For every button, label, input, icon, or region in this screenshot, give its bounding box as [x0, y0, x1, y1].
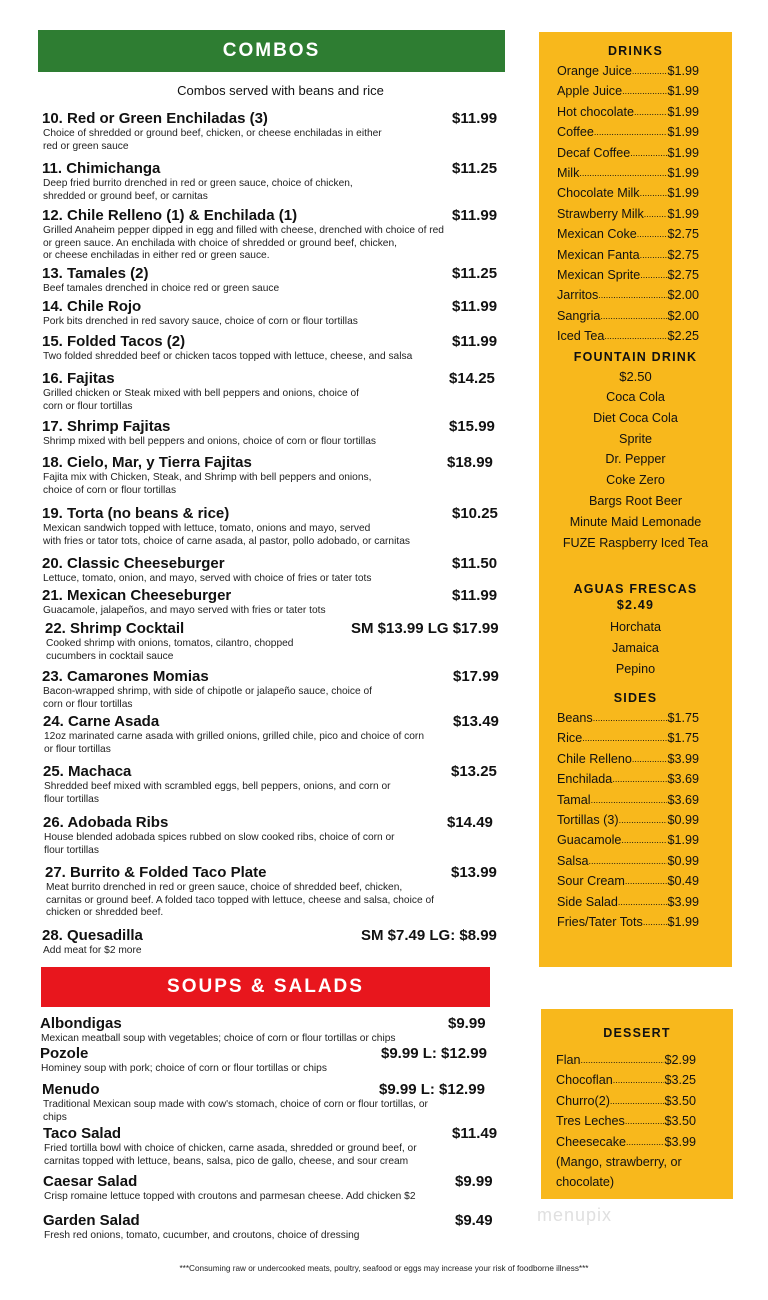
price-list-name: Salsa [557, 853, 589, 868]
menu-item-description: shredded or ground beef, or carnitas [43, 190, 208, 202]
menu-item-name: Albondigas [40, 1015, 122, 1032]
menu-item-description: corn or flour tortillas [43, 698, 133, 710]
price-list-name: Jarritos [557, 288, 599, 303]
leader-dots [618, 892, 668, 912]
menu-item-name: 10. Red or Green Enchiladas (3) [42, 110, 268, 127]
menu-item-description: or green sauce. An enchilada with choice of shredded or ground beef, chicken, [43, 237, 397, 249]
leader-dots [594, 122, 668, 142]
price-list-price: $0.99 [667, 813, 699, 828]
leader-dots [604, 326, 667, 346]
menu-item-name: 25. Machaca [43, 763, 132, 780]
menu-item-description: Crisp romaine lettuce topped with croutons and parmesan cheese. Add chicken $2 [44, 1191, 416, 1202]
leader-dots [634, 102, 667, 122]
price-list-name: Side Salad [557, 894, 618, 909]
price-list-row [557, 265, 699, 285]
menu-item-description: chips [43, 1111, 67, 1123]
menu-item-price: $13.49 [453, 713, 499, 730]
fountain-price: $2.50 [619, 369, 652, 384]
dessert-panel [541, 1009, 733, 1199]
price-list-name: Decaf Coffee [557, 145, 631, 160]
leader-dots [612, 769, 667, 789]
footer-disclaimer: ***Consuming raw or undercooked meats, poultry, seafood or eggs may increase your risk of foodborne illness*** [179, 1264, 589, 1273]
menu-item-description: or flour tortillas [44, 743, 111, 755]
dessert-list [556, 1050, 696, 1152]
menu-item-price: $10.25 [452, 505, 498, 522]
menu-item-price: $11.25 [452, 160, 498, 177]
leader-dots [632, 61, 668, 81]
aguas-heading: AGUAS FRESCAS [573, 582, 698, 596]
menu-item-description: flour tortillas [44, 793, 99, 805]
menu-item-name: 28. Quesadilla [42, 927, 143, 944]
menu-item-description: Fajita mix with Chicken, Steak, and Shrimp with bell peppers and onions, [43, 472, 372, 483]
price-list-row [556, 1132, 696, 1152]
menu-item-description: House blended adobada spices rubbed on slow cooked ribs, choice of corn or [44, 832, 395, 843]
menu-item-price: $13.99 [451, 864, 497, 881]
leader-dots [637, 224, 668, 244]
drink-option: Jamaica [612, 640, 659, 655]
leader-dots [598, 285, 667, 305]
menu-item-description: Traditional Mexican soup made with cow's stomach, choice of corn or flour tortillas, or [43, 1099, 428, 1110]
leader-dots [582, 728, 667, 748]
menu-item-price: $11.25 [452, 265, 498, 282]
drink-option: FUZE Raspberry Iced Tea [562, 535, 709, 550]
menu-item-name: 16. Fajitas [42, 370, 115, 387]
leader-dots [591, 790, 668, 810]
menu-item-description: Grilled chicken or Steak mixed with bell peppers and onions, choice of [43, 388, 359, 399]
sides-list [557, 708, 699, 932]
menu-item-name: 22. Shrimp Cocktail [45, 620, 185, 637]
drink-option: Bargs Root Beer [588, 493, 683, 508]
price-list-row [557, 81, 699, 101]
leader-dots [579, 163, 667, 183]
menu-item-name: 21. Mexican Cheeseburger [42, 587, 232, 604]
dessert-heading: DESSERT [603, 1026, 671, 1040]
price-list-price: $3.99 [667, 894, 699, 909]
menu-item-description: carnitas or ground beef. A folded taco topped with lettuce, cheese and salsa, choice of [46, 894, 434, 906]
menu-item-description: Two folded shredded beef or chicken tacos topped with lettuce, cheese, and salsa [43, 351, 413, 362]
price-list-row [557, 224, 699, 244]
price-list-price: $1.99 [667, 64, 699, 78]
aguas-price: $2.49 [616, 598, 655, 612]
menu-item-price: $14.25 [449, 370, 495, 387]
price-list-name: Tortillas (3) [557, 813, 619, 828]
price-list-price: $2.75 [667, 268, 699, 283]
price-list-row [557, 810, 699, 830]
price-list-price: $3.25 [664, 1073, 696, 1088]
leader-dots [640, 183, 668, 203]
menu-item-name: Garden Salad [43, 1212, 140, 1229]
price-list-price: $3.50 [664, 1114, 696, 1129]
price-list-row [557, 102, 699, 122]
leader-dots [610, 1091, 665, 1111]
price-list-row [556, 1050, 696, 1070]
menu-item-name: 24. Carne Asada [43, 713, 160, 730]
price-list-name: Flan [556, 1053, 581, 1067]
menu-item-price: $9.49 [455, 1212, 493, 1229]
price-list-row [557, 708, 699, 728]
menu-item-name: 17. Shrimp Fajitas [42, 418, 171, 435]
watermark: menupix [537, 1205, 613, 1225]
menu-item-price: $11.99 [452, 333, 498, 350]
menu-item-price: $11.99 [452, 207, 498, 224]
price-list-row [556, 1070, 696, 1090]
menu-item-name: 13. Tamales (2) [42, 265, 149, 282]
price-list-row [557, 326, 699, 346]
price-list-price: $0.99 [667, 853, 699, 868]
menu-item-description: Add meat for $2 more [43, 945, 142, 956]
price-list-row [557, 204, 699, 224]
price-list-price: $1.99 [667, 166, 699, 181]
menu-item-name: 19. Torta (no beans & rice) [42, 505, 230, 522]
price-list-price: $3.99 [667, 751, 699, 766]
price-list-row [557, 285, 699, 305]
price-list-price: $1.99 [667, 833, 699, 848]
price-list-name: Mexican Coke [557, 227, 637, 242]
leader-dots [626, 1132, 664, 1152]
price-list-row [557, 143, 699, 163]
menu-item-price: $11.49 [452, 1125, 498, 1142]
price-list-price: $2.75 [667, 227, 699, 242]
drink-option: Minute Maid Lemonade [569, 514, 702, 529]
menu-item-name: 15. Folded Tacos (2) [42, 333, 186, 350]
menu-item-price: $9.99 L: $12.99 [381, 1045, 487, 1062]
price-list-price: $2.99 [664, 1053, 696, 1067]
price-list-name: Beans [557, 711, 593, 725]
price-list-name: Cheesecake [556, 1134, 627, 1149]
price-list-row [557, 749, 699, 769]
leader-dots [619, 810, 668, 830]
drinks-list [557, 61, 699, 347]
menu-item-price: $11.99 [452, 587, 498, 604]
drink-option: Sprite [619, 431, 652, 446]
menu-item-price: SM $7.49 LG: $8.99 [361, 927, 497, 944]
leader-dots [643, 912, 668, 932]
drink-option: Coca Cola [606, 390, 665, 404]
price-list-name: Mexican Sprite [557, 268, 641, 283]
menu-item-description: Pork bits drenched in red savory sauce, choice of corn or flour tortillas [43, 316, 358, 327]
menu-item-description: Mexican sandwich topped with lettuce, tomato, onions and mayo, served [43, 523, 371, 534]
drink-option: Dr. Pepper [605, 452, 666, 467]
fountain-list [539, 387, 732, 553]
price-list-name: Hot chocolate [557, 104, 635, 119]
menu-item-name: Menudo [42, 1081, 100, 1098]
combos-subtitle: Combos served with beans and rice [177, 83, 384, 98]
price-list-name: Sour Cream [557, 874, 625, 889]
dessert-note [556, 1152, 682, 1193]
price-list-row [557, 851, 699, 871]
price-list-name: Coffee [557, 125, 594, 140]
menu-item-description: Fried tortilla bowl with choice of chicken, carne asada, shredded or ground beef, or [44, 1143, 417, 1154]
menu-item-description: Fresh red onions, tomato, cucumber, and croutons, choice of dressing [44, 1230, 360, 1241]
price-list-name: Apple Juice [557, 84, 623, 99]
menu-item-name: 14. Chile Rojo [42, 298, 142, 315]
menu-item-description: red or green sauce [43, 140, 129, 152]
fountain-heading: FOUNTAIN DRINK [573, 350, 698, 364]
menu-item-description: choice of corn or flour tortillas [43, 484, 177, 496]
menu-item-price: $11.50 [452, 555, 498, 572]
menu-item-description: Guacamole, jalapeños, and mayo served with fries or tater tots [43, 605, 326, 616]
menu-item-price: SM $13.99 LG $17.99 [351, 620, 499, 637]
menu-item-description: cucumbers in cocktail sauce [46, 650, 174, 662]
drinks-heading: DRINKS [607, 44, 664, 58]
price-list-row [557, 183, 699, 203]
price-list-price: $1.75 [667, 731, 699, 746]
price-list-price: $3.99 [664, 1134, 696, 1149]
price-list-price: $1.99 [667, 206, 699, 221]
price-list-price: $0.49 [667, 874, 699, 889]
menu-item-description: Grilled Anaheim pepper dipped in egg and filled with cheese, drenched with choice of red [43, 225, 444, 236]
price-list-row [557, 871, 699, 891]
leader-dots [625, 1111, 665, 1131]
dessert-note-line: (Mango, strawberry, or [556, 1155, 682, 1169]
drink-option: Diet Coca Cola [593, 410, 678, 425]
price-list-row [556, 1111, 696, 1131]
menu-item-price: $9.99 L: $12.99 [379, 1081, 485, 1098]
price-list-row [557, 122, 699, 142]
price-list-name: Chile Relleno [557, 751, 632, 766]
price-list-price: $2.25 [667, 329, 699, 344]
price-list-row [557, 306, 699, 326]
leader-dots [589, 851, 668, 871]
leader-dots [613, 1070, 665, 1090]
price-list-row [557, 892, 699, 912]
menu-item-name: 18. Cielo, Mar, y Tierra Fajitas [42, 454, 252, 471]
menu-item-name: 27. Burrito & Folded Taco Plate [45, 864, 267, 881]
menu-item-description: Choice of shredded or ground beef, chicken, or cheese enchiladas in either [43, 128, 382, 139]
price-list-row [557, 912, 699, 932]
leader-dots [632, 749, 668, 769]
price-list-row [557, 245, 699, 265]
price-list-name: Strawberry Milk [557, 206, 644, 221]
soups-salads-banner: SOUPS & SALADS [41, 967, 490, 1007]
price-list-name: Tres Leches [556, 1114, 625, 1129]
leader-dots [625, 871, 668, 891]
menu-item-description: 12oz marinated carne asada with grilled onions, grilled chile, pico and choice of corn [44, 731, 424, 742]
price-list-name: Tamal [557, 792, 591, 807]
sides-heading: SIDES [613, 691, 658, 705]
price-list-price: $3.50 [664, 1093, 696, 1108]
aguas-list [539, 617, 732, 679]
drink-option: Coke Zero [606, 473, 665, 488]
menu-item-description: Beef tamales drenched in choice red or green sauce [43, 283, 280, 294]
menu-item-name: Caesar Salad [43, 1173, 138, 1190]
price-list-name: Chocolate Milk [557, 186, 640, 201]
price-list-row [557, 769, 699, 789]
price-list-price: $1.99 [667, 145, 699, 160]
menu-item-description: chicken or shredded beef. [46, 907, 164, 919]
price-list-name: Chocoflan [556, 1073, 613, 1088]
leader-dots [644, 204, 668, 224]
menu-item-name: 26. Adobada Ribs [43, 814, 169, 831]
menu-item-name: 23. Camarones Momias [42, 668, 209, 685]
menu-item-description: Shrimp mixed with bell peppers and onions, choice of corn or flour tortillas [43, 436, 376, 447]
price-list-row [557, 790, 699, 810]
menu-item-description: Hominey soup with pork; choice of corn or flour tortillas or chips [41, 1063, 327, 1074]
leader-dots [640, 265, 667, 285]
drink-option: Horchata [609, 620, 662, 634]
menu-item-description: Mexican meatball soup with vegetables; choice of corn or flour tortillas or chips [41, 1033, 396, 1044]
price-list-row [557, 728, 699, 748]
price-list-row [557, 830, 699, 850]
leader-dots [640, 245, 668, 265]
price-list-name: Milk [557, 166, 580, 181]
menu-item-description: Meat burrito drenched in red or green sauce, choice of shredded beef, chicken, [46, 882, 403, 893]
price-list-price: $3.69 [667, 772, 699, 787]
price-list-name: Fries/Tater Tots [557, 915, 643, 930]
menu-item-price: $17.99 [453, 668, 499, 685]
menu-item-price: $11.99 [452, 298, 498, 315]
leader-dots [593, 708, 668, 728]
menu-item-price: $13.25 [451, 763, 497, 780]
leader-dots [630, 143, 667, 163]
menu-item-description: carnitas topped with lettuce, beans, salsa, pico de gallo, cheese, and sour cream [44, 1155, 409, 1167]
price-list-row [556, 1091, 696, 1111]
drinks-panel [539, 32, 732, 967]
leader-dots [621, 830, 667, 850]
price-list-price: $1.99 [667, 84, 699, 99]
price-list-name: Orange Juice [557, 64, 632, 78]
menu-item-description: Lettuce, tomato, onion, and mayo, served with choice of fries or tater tots [43, 573, 372, 584]
price-list-name: Iced Tea [557, 329, 605, 344]
menu-item-name: 11. Chimichanga [42, 160, 161, 177]
price-list-price: $2.00 [667, 308, 699, 323]
price-list-price: $3.69 [667, 792, 699, 807]
menu-item-description: corn or flour tortillas [43, 400, 133, 412]
menu-item-price: $18.99 [447, 454, 493, 471]
drink-option: Pepino [615, 661, 656, 676]
price-list-name: Guacamole [557, 833, 622, 848]
menu-item-price: $15.99 [449, 418, 495, 435]
menu-item-description: Shredded beef mixed with scrambled eggs, bell peppers, onions, and corn or [44, 781, 391, 792]
menu-item-name: Pozole [40, 1045, 89, 1062]
price-list-row [557, 61, 699, 81]
menu-item-name: 20. Classic Cheeseburger [42, 555, 225, 572]
menu-item-description: with fries or tator tots, choice of carne asada, al pastor, pollo adobado, or carnitas [43, 535, 410, 547]
menu-item-description: Cooked shrimp with onions, tomatos, cilantro, chopped [46, 638, 294, 649]
price-list-price: $1.99 [667, 104, 699, 119]
price-list-price: $1.99 [667, 125, 699, 140]
menu-item-name: 12. Chile Relleno (1) & Enchilada (1) [42, 207, 298, 224]
menu-item-price: $14.49 [447, 814, 493, 831]
menu-item-description: or cheese enchiladas in either red or green sauce. [43, 250, 270, 262]
menu-item-price: $9.99 [455, 1173, 493, 1190]
leader-dots [600, 306, 667, 326]
price-list-row [557, 163, 699, 183]
menu-item-price: $11.99 [452, 110, 498, 127]
price-list-price: $1.99 [667, 186, 699, 201]
menu-item-name: Taco Salad [43, 1125, 122, 1142]
combos-banner: COMBOS [38, 30, 505, 72]
price-list-name: Sangria [557, 308, 601, 323]
price-list-price: $2.00 [667, 288, 699, 303]
leader-dots [622, 81, 667, 101]
menu-item-price: $9.99 [448, 1015, 486, 1032]
price-list-price: $1.75 [667, 711, 699, 725]
leader-dots [581, 1050, 665, 1070]
menu-item-description: Bacon-wrapped shrimp, with side of chipotle or jalapeño sauce, choice of [43, 686, 373, 697]
price-list-name: Mexican Fanta [557, 247, 640, 262]
price-list-name: Enchilada [557, 772, 613, 787]
price-list-price: $2.75 [667, 247, 699, 262]
dessert-note-line: chocolate) [556, 1175, 615, 1190]
menu-item-description: flour tortillas [44, 844, 99, 856]
price-list-name: Rice [557, 731, 583, 746]
price-list-price: $1.99 [667, 915, 699, 930]
price-list-name: Churro(2) [556, 1093, 610, 1108]
menu-item-description: Deep fried burrito drenched in red or green sauce, choice of chicken, [43, 178, 353, 189]
